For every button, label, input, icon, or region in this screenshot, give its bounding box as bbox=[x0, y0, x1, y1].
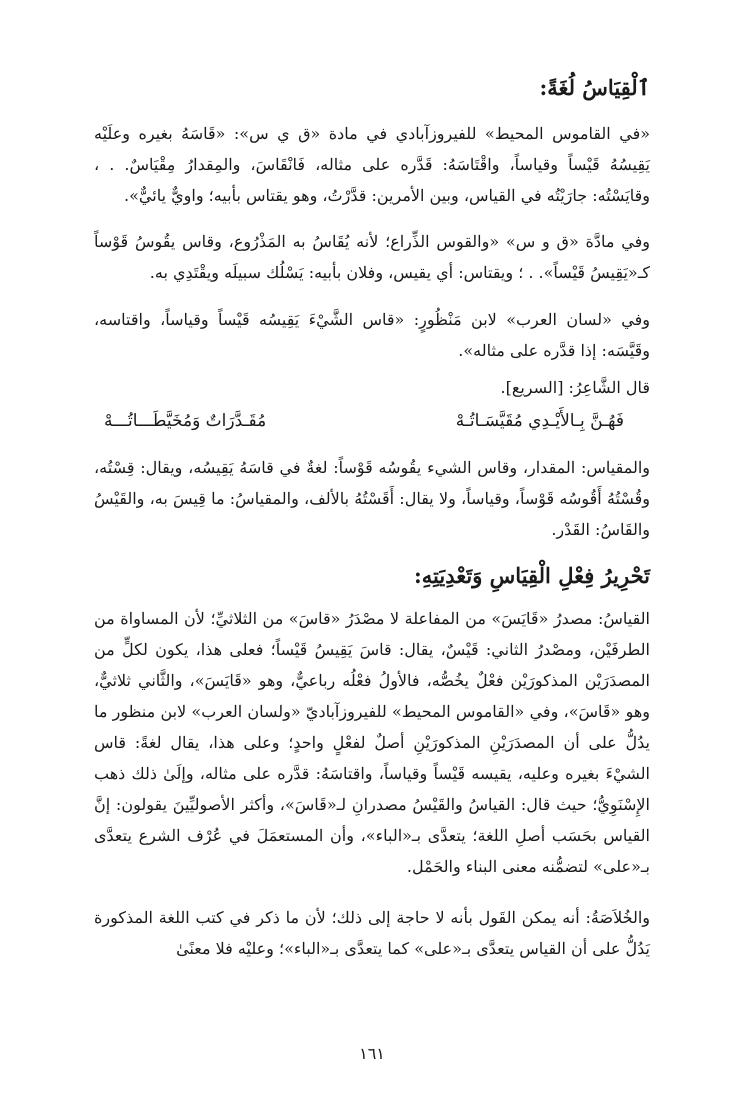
verse-hemistich-second: مُقَـدَّرَاتٌ وَمُخَيَّطَـــاتُـــهْ bbox=[104, 411, 267, 431]
paragraph-lisan-arab: وفي «لسان العرب» لابن مَنْظُورٍ: «قاس الشَّيْءَ يَقِيسُه قَيْساً وقياساً، واقتاسه، وقَيَّسَه: إذا قدَّره على مثاله». bbox=[94, 310, 650, 360]
page-number: ١٦١ bbox=[359, 1044, 385, 1063]
paragraph-khulasa: والخُلاَصَةُ: أنه يمكن القَول بأنه لا حاجة إلى ذلك؛ لأن ما ذكر في كتب اللغة المذكورة يَدُلُّ على أن القياس يتعدَّى بـ«على» كما يتعدَّى بـ«الباء»؛ وعليْه فلا معنًىٰ bbox=[94, 908, 650, 958]
paragraph-qamus-muhit: «في القاموس المحيط» للفيروزآبادي في مادة «ق ي س»: «قَاسَهُ بغيره وعلَيْه يَقِيسُهُ قَيْساً وقياساً، واقْتَاسَهُ: قَدَّره على مثاله، فَانْقَاسَ، والمِقدارُ مِقْيَاسٌ. . ، وقايَسْتُه: جارَيْتُه في القياس، وبين الأمرين: قدَّرْتُ، وهو يقتاس بأبيه؛ واويٌّ يائيٌّ». bbox=[94, 124, 650, 205]
verse-hemistich-first: فَهُـنَّ بِـالأَيْـدِي مُقَيَّسَـاتُـهْ bbox=[455, 411, 624, 431]
poet-intro: قال الشَّاعِرُ: [السريع]. bbox=[500, 378, 650, 397]
paragraph-tahrir: القياسُ: مصدرُ «قَايَسَ» من المفاعلة لا مصْدَرُ «قاسَ» من الثلاثيِّ؛ لأن المساواة من الطرفَيْن، ومصْدرُ الثاني: قَيْسٌ، يقال: قاسَ يَقِيسُ قَيْساً؛ فعلى هذا، يكون لكلٍّ من المصدَرَيْن المذكورَيْن فعْلٌ يخُصُّه، فالأولُ فعْلُه رباعيٌّ، وهو «قَايَسَ»، والثَّاني ثلاثيٌّ، وهو «قَاسَ»، وفي «القاموس المحيط» للفيروزآباديّ «ولسان العرب» لابن منظور ما يدُلُّ على أن المصدَرَيْنِ المذكورَيْنِ أصلٌ لفعْلٍ واحدٍ؛ وعلى هذا، يقال لغةً: قاس الشيْءَ بغيره وعليه، يقيسه قَيْساً وقياساً، واقتاسَهُ: قدَّره على مثاله، وإلَىٰ ذلك ذهب الإِسْنَوِيُّ؛ حيث قال: القياسُ والقَيْسُ مصدرانِ لـ«قَاسَ»، وأكثر الأصوليِّينَ يقولون: إنَّ القياس بحَسَب أصلِ اللغة؛ يتعدَّى بـ«الباء»، وأن المستعمَلَ في عُرْف الشرع يتعدَّى بـ«على» لتضمُّنه معنى البناء والحَمْل. bbox=[94, 609, 651, 876]
heading-qiyas-lugha: ٱلْقِيَاسُ لُغَةً: bbox=[539, 75, 650, 100]
heading-tahrir-fil-qiyas: تَحْرِيرُ فِعْلِ الْقِيَاسِ وَتَعْدِيَتِهِ: bbox=[414, 563, 650, 588]
paragraph-qaws: وفي مادَّة «ق و س» «والقوس الذِّراع؛ لأنه يُقَاسُ به المَذْرُوع، وقاس يقُوسُ قَوْساً كـ«يَقِيسُ قَيْساً». . ؛ ويقتاس: أي يقيس، وفلان بأبيه: يَسْلُك سبيلَه ويقْتَدِي به. bbox=[94, 232, 650, 282]
paragraph-miqyas: والمقياس: المقدار، وقاس الشيء يقُوسُه قَوْساً: لغةٌ في قاسَهُ يَقِيسُه، ويقال: قِسْتُه، وقُسْتُهُ أَقُوسُه قَوْساً، وقياساً، ولا يقال: أَقَسْتُهُ بالألف، والمقياسُ: ما قِيسَ به، والقَيْسُ والقَاسُ: القَدْر. bbox=[94, 458, 650, 539]
poetry-verse bbox=[104, 406, 624, 436]
